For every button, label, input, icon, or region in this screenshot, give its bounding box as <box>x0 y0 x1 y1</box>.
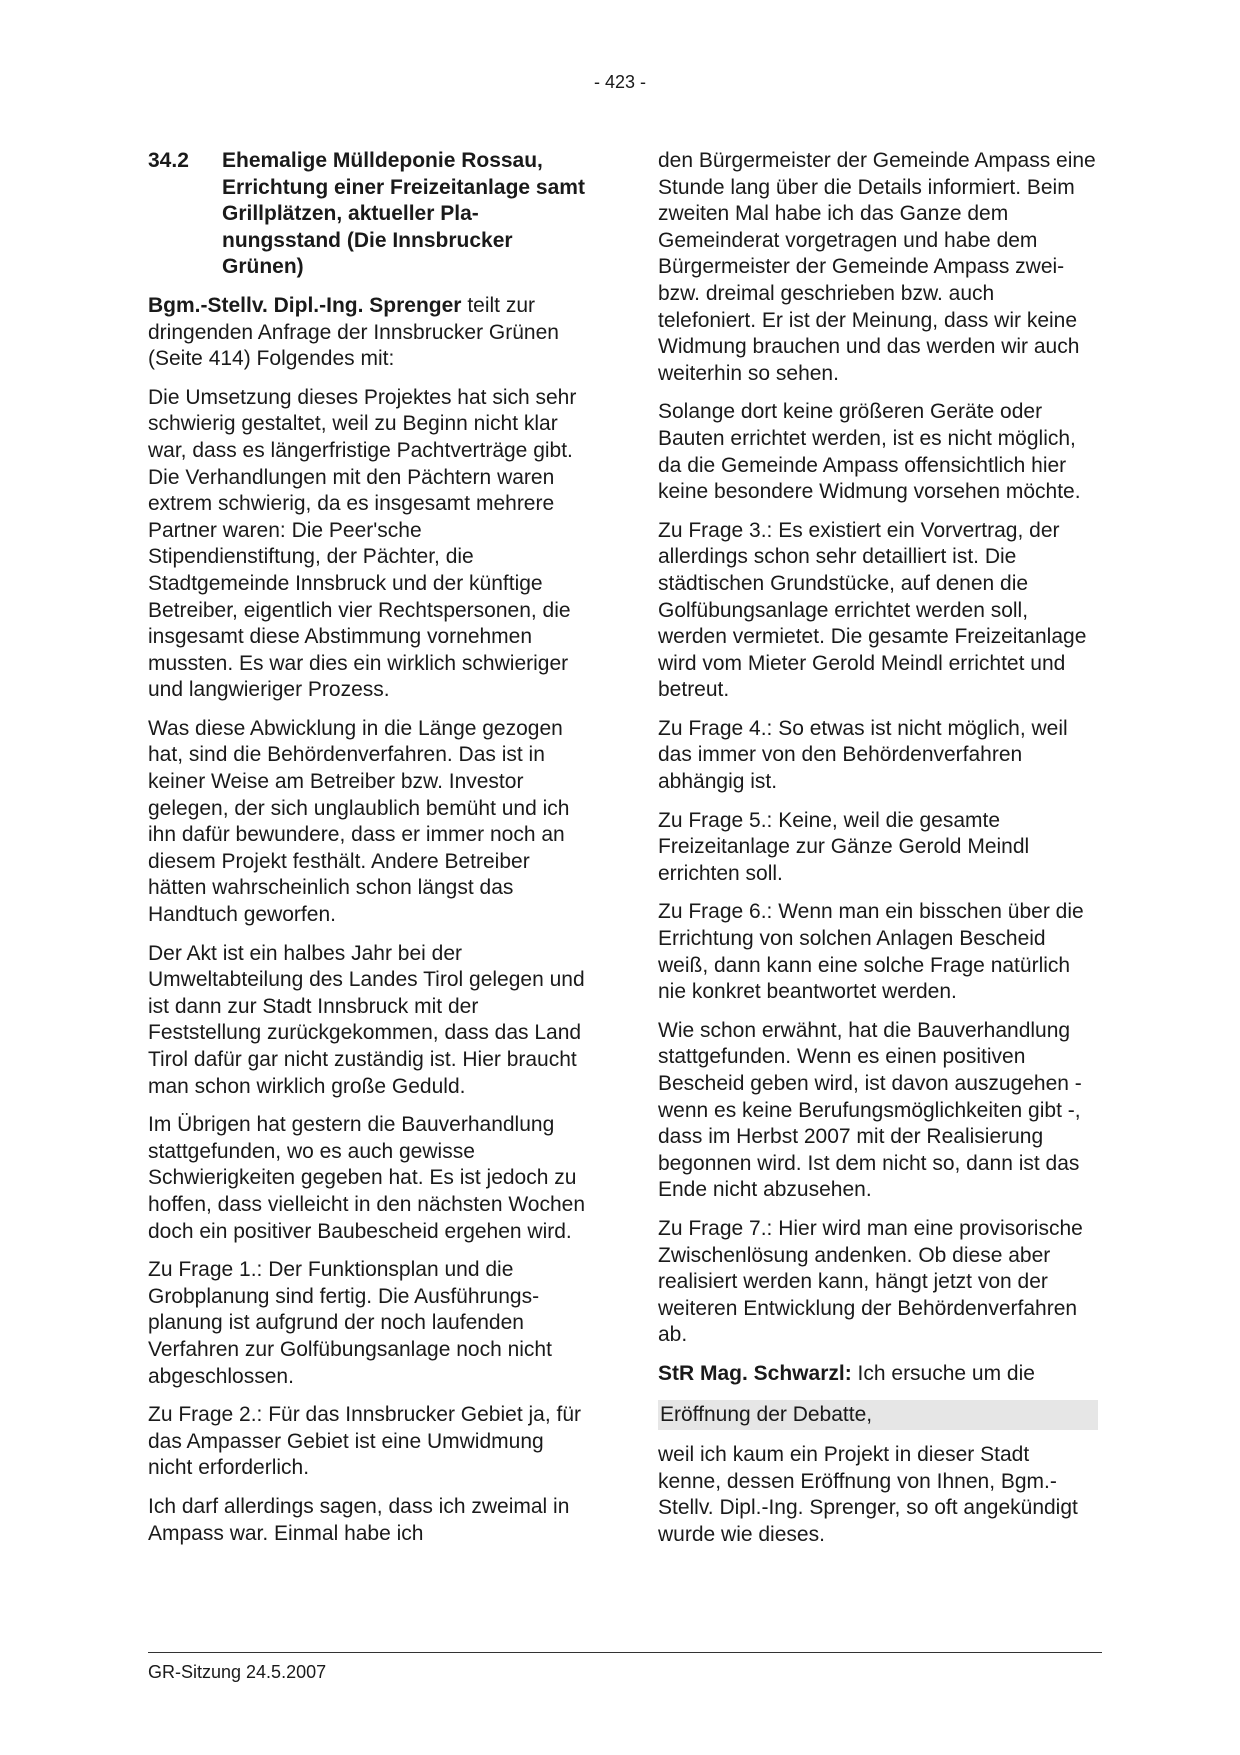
paragraph: Zu Frage 7.: Hier wird man eine provisorische Zwischenlösung andenken. Ob diese aber realisiert werden kann, hängt jetzt von der weiteren Entwicklung der Behördenverfahren ab. <box>658 1216 1083 1347</box>
paragraph: Zu Frage 4.: So etwas ist nicht möglich, weil das immer von den Behördenverfahren abhängig ist. <box>658 716 1068 794</box>
paragraph: weil ich kaum ein Projekt in dieser Stadt kenne, dessen Eröffnung von Ihnen, Bgm.-Stellv. Dipl.-Ing. Sprenger, so oft angekündigt wurde wie dieses. <box>658 1443 1078 1546</box>
paragraph: Zu Frage 5.: Keine, weil die gesamte Freizeitanlage zur Gänze Gerold Meindl errichten soll. <box>658 808 1030 885</box>
right-column <box>658 148 1098 1561</box>
speaker-paragraph <box>658 1361 1098 1388</box>
paragraph: Zu Frage 3.: Es existiert ein Vorvertrag, der allerdings schon sehr detailliert ist. Die städtischen Grundstücke, auf denen die Golfübungsanlage errichtet werden soll, werden vermietet. Die gesamte Freizeitanlage wird vom Mieter Gerold Meindl errichtet und betreut. <box>658 518 1087 702</box>
paragraph: Die Umsetzung dieses Projektes hat sich sehr schwierig gestaltet, weil zu Beginn nicht klar war, dass es längerfristige Pachtverträge gibt. Die Verhandlungen mit den Pächtern waren extrem schwierig, da es insgesamt mehrere Partner waren: Die Peer'sche Stipendienstiftung, der Pächter, die Stadtgemeinde Innsbruck und der künftige Betreiber, eigentlich vier Rechtspersonen, die insgesamt diese Abstimmung vornehmen mussten. Es war dies ein wirklich schwieriger und langwieriger Prozess. <box>148 385 577 702</box>
speaker-name: Bgm.-Stellv. Dipl.-Ing. Sprenger <box>148 293 462 317</box>
paragraph: Was diese Abwicklung in die Länge gezogen hat, sind die Behördenverfahren. Das ist in keiner Weise am Betreiber bzw. Investor gelegen, der sich unglaublich bemüht und ich ihn dafür bewundere, dass er immer noch an diesem Projekt festhält. Andere Betreiber hätten wahrscheinlich schon längst das Handtuch geworfen. <box>148 716 570 927</box>
speaker-name: StR Mag. Schwarzl: <box>658 1361 852 1385</box>
agenda-heading <box>148 148 588 281</box>
agenda-item-title: Ehemalige Mülldeponie Rossau, Errichtung einer Freizeitanlage samt Grillplätzen, aktueller Planungsstand (Die Innsbrucker Grünen) <box>222 149 585 279</box>
paragraph: Der Akt ist ein halbes Jahr bei der Umweltabteilung des Landes Tirol gelegen und ist dann zur Stadt Innsbruck mit der Feststellung zurückgekommen, dass das Land Tirol dafür gar nicht zuständig ist. Hier braucht man schon wirklich große Geduld. <box>148 941 585 1098</box>
paragraph: den Bürgermeister der Gemeinde Ampass eine Stunde lang über die Details informiert. Beim zweiten Mal habe ich das Ganze dem Gemeinderat vorgetragen und habe dem Bürgermeister der Gemeinde Ampass zwei- bzw. dreimal geschrieben bzw. auch telefoniert. Er ist der Meinung, dass wir keine Widmung brauchen und das werden wir auch weiterhin so sehen. <box>658 149 1096 385</box>
paragraph: Zu Frage 2.: Für das Innsbrucker Gebiet ja, für das Ampasser Gebiet ist eine Umwidmung nicht erforderlich. <box>148 1403 582 1480</box>
intro-paragraph <box>148 293 588 373</box>
paragraph: Solange dort keine größeren Geräte oder Bauten errichtet werden, ist es nicht möglich, da die Gemeinde Ampass offensichtlich hier keine besondere Widmung vorsehen möchte. <box>658 400 1081 504</box>
left-column <box>148 148 588 1559</box>
footer-divider <box>148 1652 1102 1653</box>
paragraph: Ich darf allerdings sagen, dass ich zweimal in Ampass war. Einmal habe ich <box>148 1494 570 1545</box>
highlighted-motion: Eröffnung der Debatte, <box>658 1400 1098 1431</box>
paragraph: Im Übrigen hat gestern die Bauverhandlung stattgefunden, wo es auch gewisse Schwierigkeiten gegeben hat. Es ist jedoch zu hoffen, dass vielleicht in den nächsten Wochen doch ein positiver Baubescheid ergehen wird. <box>148 1113 586 1243</box>
paragraph: Zu Frage 6.: Wenn man ein bisschen über die Errichtung von solchen Anlagen Bescheid weiß, dann kann eine solche Frage natürlich nie konkret beantwortet werden. <box>658 900 1084 1004</box>
paragraph: Zu Frage 1.: Der Funktionsplan und die Grobplanung sind fertig. Die Ausführungsplanung ist aufgrund der noch laufenden Verfahren zur Golfübungsanlage noch nicht abgeschlossen. <box>148 1258 552 1388</box>
footer-session-date: GR-Sitzung 24.5.2007 <box>148 1662 327 1682</box>
page-number: - 423 - <box>593 72 647 92</box>
agenda-item-number: 34.2 <box>148 149 189 172</box>
paragraph: Wie schon erwähnt, hat die Bauverhandlung stattgefunden. Wenn es einen positiven Bescheid geben wird, ist davon auszugehen - wenn es keine Berufungsmöglichkeiten gibt -, dass im Herbst 2007 mit der Realisierung begonnen wird. Ist dem nicht so, dann ist das Ende nicht abzusehen. <box>658 1018 1082 1202</box>
intro-text: teilt zur dringenden Anfrage der Innsbrucker Grünen (Seite 414) Folgendes mit: <box>148 293 559 371</box>
speaker-text: Ich ersuche um die <box>851 1361 1035 1385</box>
